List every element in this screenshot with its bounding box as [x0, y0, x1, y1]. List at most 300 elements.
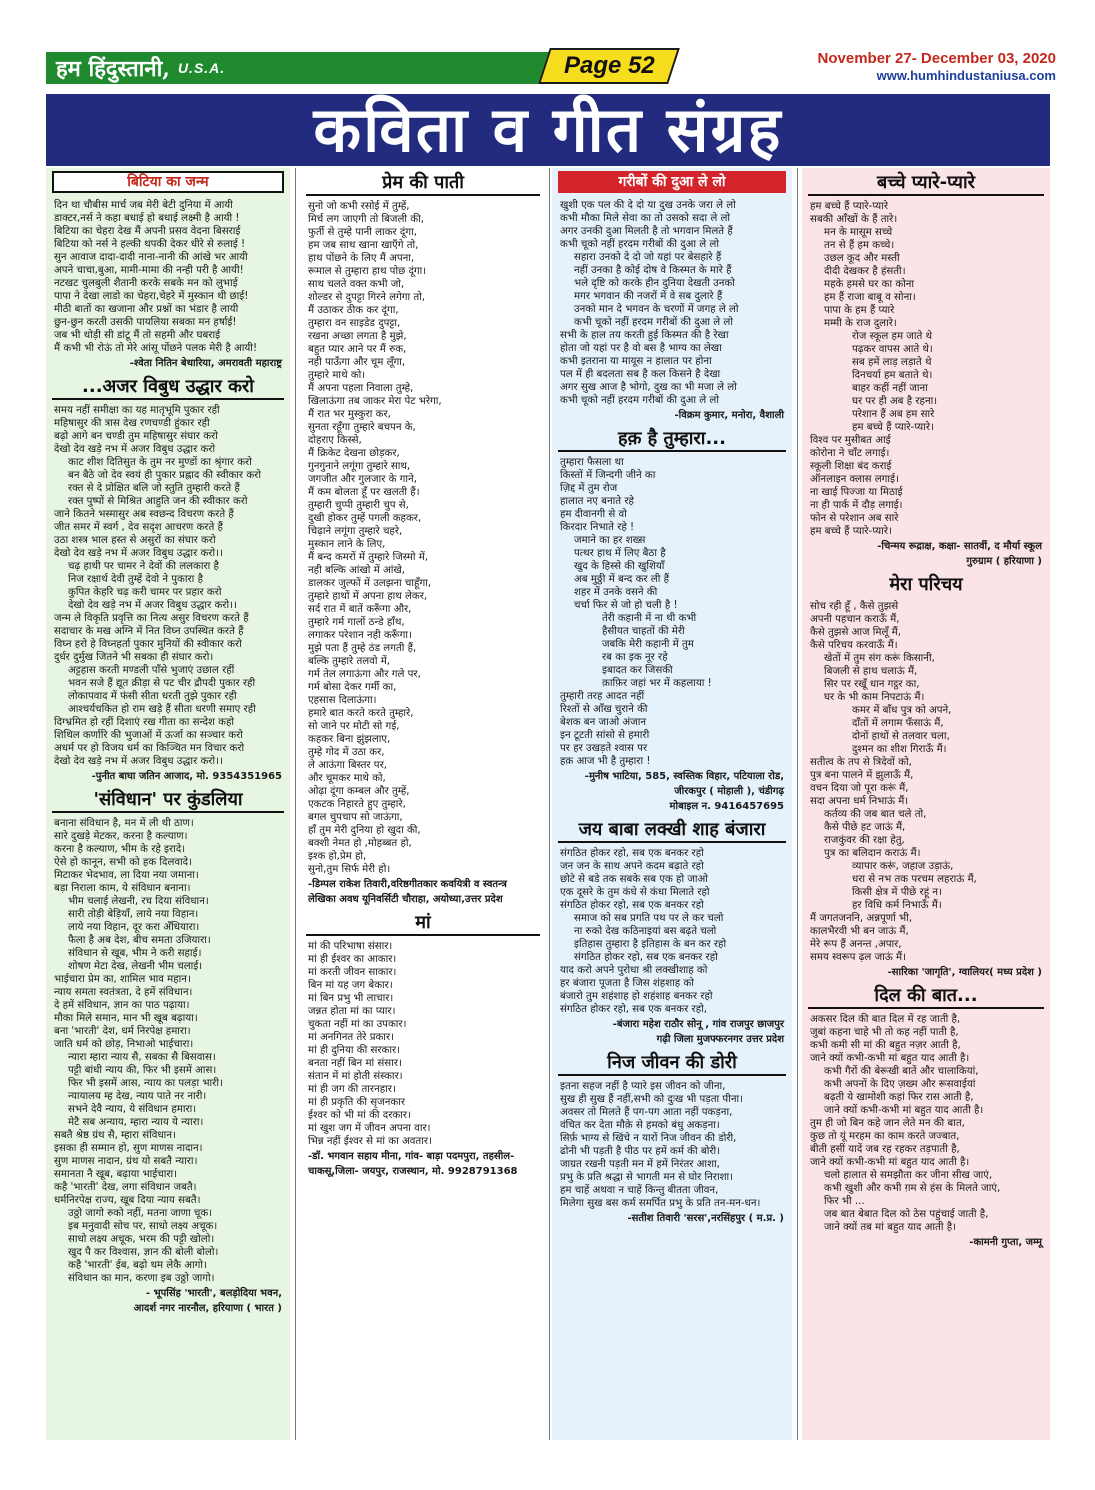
poem-line: तुम्हारे हाथों में अपना हाथ लेकर,	[308, 591, 428, 602]
poem-line: समय स्वरूप ढ़ल जाऊं मैं।	[810, 952, 906, 963]
poem-line: अकसर दिल की बात दिल में रह जाती है,	[810, 1014, 961, 1025]
poem-line: सभी के हाल तय करती हुई किस्मत की है रेखा	[560, 330, 729, 341]
poem-line: कभी मौका मिले सेवा का तो उसको सदा ले लो	[560, 213, 731, 224]
poem-line: ओढ़ा दूंगा कम्बल और तुम्हें,	[308, 786, 410, 797]
poem-line: ज़िद्द में तुम रोज	[560, 483, 618, 494]
poem-line: फुर्ती से तुम्हे पानी लाकर दूंगा,	[308, 227, 417, 238]
poem-line: इन टूटती सांसो से हमारी	[560, 730, 650, 741]
poem-line: हक़ आज भी है तुम्हारा !	[560, 756, 651, 767]
poem-line: संगठित होकर रहो, सब एक बनकर रहो,	[560, 1004, 707, 1015]
poem-line: मां अनगिनत तेरे प्रकार।	[308, 1032, 394, 1043]
poem-line: संविधान का मान, करणा इब उठ्ठो जागो।	[68, 1273, 215, 1284]
poem-line: उछल कूद और मस्ती	[824, 253, 900, 264]
poem-title: ...अजर विबुध उद्धार करो	[52, 376, 284, 400]
poem-line: रब का इक नूर रहे	[602, 652, 668, 663]
column-divider	[549, 168, 550, 1440]
poem-title: जय बाबा लक्खी शाह बंजारा	[558, 819, 786, 843]
poem-line: हर बंजारा पूजता है जिस शंहशाह को	[560, 978, 694, 989]
poem-line: उनको मान दे भगवन के चरणों में जगह ले लो	[574, 304, 739, 315]
poem-line: अपनी पहचान कराऊँ मैं,	[810, 614, 900, 625]
poem-title: बिटिया का जन्म	[52, 171, 284, 193]
poem-line: जन्म ले विकृति प्रवृत्ति का नित्य असुर विचरण करते हैं	[54, 613, 249, 624]
poem-line: जाने क्यों कभी-कभी मां बहुत याद आती है।	[824, 1105, 984, 1116]
poem-line: देखो देव खड़े नभ में अजर विबुध उद्धार करो।।	[68, 600, 237, 611]
poem-line: समय नहीं समीक्षा का यह मातृभूमि पुकार रही	[54, 405, 220, 416]
poem-line: घर के भी काम निपटाऊं मैं।	[824, 692, 925, 703]
poem-credit: गढ़ी जिला मुजफ्फरनगर उत्तर प्रदेश	[656, 1034, 784, 1045]
poem-line: जाति धर्म को छोड़, निभाओ भाईचारा।	[54, 1039, 194, 1050]
poem-line: संगठित होकर रहो, सब एक बनकर रहो	[560, 848, 704, 859]
poem-line: सोच रही हूँ , कैसे तुझसे	[810, 601, 899, 612]
poem-line: कभी चूको नहीं हरदम गरीबों की दुआ ले लो	[574, 317, 733, 328]
poem-line: मैं जगतजननि, अन्नपूर्णा भी,	[810, 913, 913, 924]
poem-line: सब हमें लाड़ लड़ाते थे	[852, 357, 932, 368]
poem-line: और चूमकर माथे को,	[308, 773, 386, 784]
poem-line: चढ़ हाथी पर चामर ने देवों की ललकारा है	[68, 561, 219, 572]
poem-line: अट्टहास करती मण्डली पाँसे भुजाएं उछाल रहीं	[68, 665, 235, 676]
poem-line: अवसर तो मिलते हैं पग-पग आता नहीं पकड़ना,	[560, 1107, 733, 1118]
poem-body	[560, 1080, 784, 1210]
poem-line: रूमाल से तुम्हारा हाथ पोछ दूंगा।	[308, 266, 427, 277]
poem-line: सारी तोड़ी बेड़ियाँ, लाये नया विहान।	[68, 909, 199, 920]
poem-line: मां ही जग की तारनहार।	[308, 1084, 396, 1095]
poem-body	[560, 456, 784, 768]
poem-title: निज जीवन की डोरी	[558, 1052, 786, 1076]
poem-line: कभी गैरों की बेरूखी बातें और चालाकियां,	[824, 1066, 979, 1077]
brand-name: हम हिंदुस्तानी,	[56, 56, 170, 82]
poem-credit: -सतीश तिवारी 'सरस',नरसिंहपुर ( म.प्र. )	[627, 1213, 784, 1224]
poem-line: हम दीवानगी से वो	[560, 509, 627, 520]
poem-line: नटखट चुलबुली शैतानी करके सबके मन को लुभाई	[54, 278, 238, 289]
poem-line: तुम्हारा फैसला था	[560, 457, 624, 468]
poem-line: मां ही दुनिया की सरकार।	[308, 1045, 400, 1056]
poem-line: बगल चुपचाप सो जाऊंगा,	[308, 812, 403, 823]
poem-line: तुम्हारी चुप्पी तुम्हारी चुप से,	[308, 500, 409, 511]
poem-line: पापा ने देखा लाडो का चेहरा,चेहरे में मुस्कान थी छाई!	[54, 291, 249, 302]
poem-line: रक्त पुष्पों से मिश्रित आहुति जन की स्वीकार करो	[68, 496, 248, 507]
poem-line: दोहराए किस्से,	[308, 435, 362, 446]
poem-line: न्यारा म्हारा न्याय सै, सबका सै बिसवास।	[68, 1052, 216, 1063]
poem-line: सुनो जो कभी रसोई में तुम्हें,	[308, 201, 410, 212]
poem-line: सुनता रहूँगा तुम्हारे बचपन के,	[308, 422, 416, 433]
poem-line: सबकी आँखों के हैं तारे।	[810, 214, 898, 225]
poem-line: ऐसे हो कानून, सभी को हक दिलवादे।	[54, 857, 192, 868]
poem-line: बना 'भारती' देश, धर्म निरपेक्ष हमारा।	[54, 1026, 191, 1037]
poem-line: आश्चर्यचकित हो राम खड़े हैं सीता धरणी समाए रही	[68, 704, 256, 715]
poem-line: कहै 'भारती' ईब, बढ़ो थम लेकै आगो।	[68, 1260, 207, 1271]
poem-line: मैं कभी भी रोऊं तो मेरे आंसू पोंछने पलक मेरी है आयी!	[54, 343, 258, 354]
poem-line: जाने क्यों कभी-कभी मां बहुत याद आती है।	[810, 1053, 970, 1064]
poem-line: पल में ही बदलता सब है कल किसने है देखा	[560, 369, 721, 380]
poem-body	[810, 600, 1042, 964]
poem-line: फिर भी इसमें आस, न्याय का पलड़ा भारी।	[68, 1078, 223, 1089]
poem-line: मां खुश जग में जीवन अपना वार।	[308, 1123, 431, 1134]
poem-line: ईश्वर को भी मां की दरकार।	[308, 1110, 411, 1121]
poem-line: बंजारो तुम शहंशाह हो शहंशाह बनकर रहो	[560, 991, 713, 1002]
poem-line: कैसे परिचय करवाऊँ मैं।	[810, 640, 898, 651]
poem-line: संतान में मां होती संस्कार।	[308, 1071, 403, 1082]
poem-line: दे हमें संविधान, ज्ञान का पाठ पढ़ाया।	[54, 1000, 190, 1011]
poem-line: बनाना संविधान है, मन में ली थी ठाण।	[54, 818, 194, 829]
section-banner	[46, 94, 1050, 166]
poem-title: प्रेम की पाती	[306, 172, 540, 196]
poem-line: जाने कितने भस्मासुर अब स्वछन्द विचरण करते हैं	[54, 509, 234, 520]
poem-line: विघ्न हरो हे विघ्नहर्ता पुकार मुनियों की स्वीकार करो	[54, 639, 242, 650]
poem-line: सतीत्व के तप से त्रिदेवों को,	[810, 757, 912, 768]
poem-line: उठ्ठो जागो रुको नहीं, मतना जाणा चूक।	[68, 1208, 213, 1219]
poem-line: पढ़कर वापस आते थे।	[852, 344, 933, 355]
poem-line: पट्टी बांधी न्याय की, फिर भी इसमें आस।	[68, 1065, 217, 1076]
poem-line: तुम्हारा वन साइडेड दुपट्टा,	[308, 318, 401, 329]
poem-line: हम बच्चे हैं प्यारे-प्यारे।	[810, 526, 892, 537]
poem-line: ना ही पार्क में दौड़ लगाई।	[810, 500, 903, 511]
poem-line: मुस्कान लाने के लिए,	[308, 539, 386, 550]
poem-line: जाग्रत रखनी पड़ती मन में हमें निरंतर आशा,	[560, 1159, 720, 1170]
poem-line: कभी अपनों के दिए ज़ख्म और रूसवाईयां	[824, 1079, 976, 1090]
poem-line: हाँ तुम मेरी दुनिया हो खुदा की,	[308, 825, 421, 836]
poem-line: कमर में बाँध पुत्र को अपने,	[852, 705, 952, 716]
poem-line: न्याय समता स्वतंत्रता, दे हमें संविधान।	[54, 987, 193, 998]
website-link[interactable]: www.humhindustaniusa.com	[876, 68, 1056, 83]
poem-line: मैं रात भर मुस्कुरा कर,	[308, 409, 391, 420]
poem-line: बढ़ो आगे बन चण्डी तुम महिषासुर संघार करो	[54, 431, 218, 442]
poem-line: सो जाने पर मोटी सो गई,	[308, 721, 400, 732]
poem-line: जबकि मेरी कहानी में तुम	[602, 639, 694, 650]
poem-line: सदाचार के मख अग्नि में नित विघ्न उपस्थित करते हैं	[54, 626, 244, 637]
poem-line: मिटाकर भेदभाव, ला दिया नया जमाना।	[54, 870, 199, 881]
poem-line: भाईचारा प्रेम का, शामिल भाव महान।	[54, 974, 191, 985]
poem-line: किरदार निभाते रहे !	[560, 522, 635, 533]
poem-line: कभी चूको नहीं हरदम गरीबों की दुआ ले लो	[560, 395, 719, 406]
poem-line: बड़ा निराला काम, ये संविधान बनाना।	[54, 883, 191, 894]
poem-line: होता जो यहां पर है वो बस है भाग्य का लेखा	[560, 343, 722, 354]
poem-line: रोज स्कूल हम जाते थे	[852, 331, 933, 342]
poem-line: स्कूली शिक्षा बंद कराई	[810, 461, 892, 472]
poem-title: दिल की बात...	[808, 985, 1044, 1009]
poem-line: इबादत कर जिसकी	[602, 665, 673, 676]
poem-line: न्यायालय म्ह देख, न्याय पाते नर नारी।	[68, 1091, 207, 1102]
poem-line: कहै 'भारती' देख, लगा संविधान जबतै।	[54, 1182, 197, 1193]
poem-line: हम हैं राजा बाबू व सोना।	[824, 292, 916, 303]
poem-line: दुखी होकर तुम्हें पगली कहकर,	[308, 513, 422, 524]
poem-title: बच्चे प्यारे-प्यारे	[808, 172, 1044, 196]
poem-line: शोषण मेटा देख, लेखनी भीम चलाई।	[68, 961, 203, 972]
poem-body	[560, 847, 784, 1016]
poem-line: लोकापवाद में फंसी सीता धरती तुझे पुकार रही	[68, 691, 237, 702]
poem-line: एक दूसरे के तुम कंधे से कंधा मिलाते रहो	[560, 887, 710, 898]
poem-line: मन के मासूम सच्चे	[824, 227, 893, 238]
poem-line: मां ही ईश्वर का आकार।	[308, 954, 397, 965]
poem-line: एकटक निहारते हुए तुम्हारे,	[308, 799, 406, 810]
poem-line: तुम्हारे माथे को।	[308, 370, 366, 381]
poem-body	[560, 199, 784, 407]
poem-line: खुशी एक पल की दे दो या दुख उनके जरा ले लो	[560, 200, 736, 211]
poem-line: हैसीयत चाहतों की मेरी	[602, 626, 685, 637]
poem-body	[54, 404, 282, 768]
poem-line: कभी खुशी और कभी ग़म से हंस के मिलते जाएं,	[824, 1183, 1001, 1194]
poem-line: नही बल्कि आंखो में आंखे,	[308, 565, 405, 576]
poem-line: घर पर ही अब है रहना।	[852, 396, 938, 407]
poem-credit: - भूपसिंह 'भारती', बलड़ोदिया भवन,	[145, 1288, 282, 1299]
poem-line: सभने देवै न्याय, ये संविधान हमारा।	[68, 1104, 197, 1115]
poem-title: 'संविधान' पर कुंडलिया	[52, 789, 284, 813]
poem-line: सारे दुखड़े मेटकर, करना है कल्याण।	[54, 831, 188, 842]
poem-line: उठा शस्त्र भाल हस्त से असुरों का संघार करो	[54, 535, 216, 546]
poem-line: लाये नया विहान, दूर करा अँधियारा।	[68, 922, 200, 933]
poem-line: खुद पै कर विश्वास, ज्ञान की बोली बोलो।	[68, 1247, 219, 1258]
poem-line: महके हमसे घर का कोना	[824, 279, 915, 290]
poem-line: मेटै सब अन्याय, म्हारा न्याय ये न्यारा।	[68, 1117, 204, 1128]
poem-line: सर्द रात में बातें करूँगा और,	[308, 604, 412, 615]
poem-title: मेरा परिचय	[889, 574, 963, 595]
poem-line: कैसे तुझसे आज मिलूँ मैं,	[810, 627, 901, 638]
poem-credit: -कामनी गुप्ता, जम्मू	[969, 1237, 1042, 1248]
poem-line: चिढ़ाने लगूंगा तुम्हारे चहरे,	[308, 526, 403, 537]
poem-line: हम बच्चे हैं प्यारे-प्यारे	[810, 201, 888, 212]
poem-line: निज रक्षार्थ देवी तुम्हें देवो ने पुकारा है	[68, 574, 203, 585]
poem-line: सुन आवाज दादा-दादी नाना-नानी की आंखे भर आयी	[54, 252, 248, 263]
poem-line: बाहर कहीं नहीं जाना	[852, 383, 928, 394]
poem-line: तुम्हारी तरह आदत नहीं	[560, 691, 645, 702]
poem-line: बिजली से हाथ चलाऊं मैं,	[824, 666, 918, 677]
poem-line: पर हर उखड़ते श्वास पर	[560, 743, 648, 754]
poem-line: बिटिया को नर्स ने हल्की थपकी देकर धीरे से रुलाई !	[54, 239, 246, 250]
poem-line: अब मुठ्ठी में बन्द कर ली हैं	[574, 574, 669, 585]
poem-line: पापा के हम हैं प्यारे	[824, 305, 895, 316]
page-number-tag	[538, 48, 680, 84]
poem-credit: आदर्श नगर नारनौल, हरियाणा ( भारत )	[133, 1303, 282, 1314]
poem-line: इतिहास तुम्हारा है इतिहास के बन कर रहो	[574, 939, 727, 950]
poem-line: समाज को सब प्रगति पथ पर ले कर चलो	[574, 913, 724, 924]
poem-line: मीठी बातों का खजाना और प्रश्नों का भंडार है लायी	[54, 304, 239, 315]
poem-line: वचन दिया जो पूरा करूं मैं,	[810, 783, 909, 794]
poem-line: मैं बन्द कमरों में तुम्हारे जिस्मो में,	[308, 552, 429, 563]
poem-line: अधर्म पर हो विजय धर्म का किञ्चित मन विचार करो	[54, 743, 245, 754]
poem-line: पुत्र का बलिदान कराऊं मैं।	[824, 848, 921, 859]
column-divider	[797, 168, 798, 1440]
poem-line: प्रभु के प्रति श्रद्धा से भागती मन से घोर निराशा।	[560, 1172, 734, 1183]
poem-line: नही पाऊँगा और चूम लूँगा,	[308, 357, 406, 368]
poem-line: पुत्र बना पालने में झुलाऊँ मैं,	[810, 770, 914, 781]
poem-line: कैसे पीछे हट जाऊं मैं,	[824, 822, 906, 833]
poem-line: साथ चलते वक्त कभी जो,	[308, 279, 405, 290]
poem-line: चर्चा फिर से जो हो चली है !	[574, 600, 678, 611]
poem-line: हम चाहें अथवा न चाहें किन्तु बीतता जीवन,	[560, 1185, 719, 1196]
poem-line: दुर्धर दुर्मुख जितने भी सबका ही संघार करो।	[54, 652, 214, 663]
poem-line: सदा अपना धर्म निभाऊं मैं।	[810, 796, 909, 807]
masthead	[46, 48, 1056, 88]
poem-line: कुपित केहरि चढ़ करी चामर पर प्रहार करो	[68, 587, 222, 598]
poem-line: मां करती जीवन साकार।	[308, 967, 397, 978]
poem-line: बिटिया का चेहरा देख मैं अपनी प्रसव वेदना बिसराई	[54, 226, 241, 237]
poem-line: याद करो अपने पुरोधा श्री लक्खीशाह को	[560, 965, 708, 976]
poem-line: गुनगुनाने लगूंगा तुम्हारे साथ,	[308, 461, 411, 472]
poem-line: कभी इतराना या मायूस न हालात पर होना	[560, 356, 712, 367]
poem-line: विश्व पर मुसीबत आई	[810, 435, 891, 446]
poem-line: मिलेगा सुख बस कर्म समर्पित प्रभु के प्रति तन-मन-धन।	[560, 1198, 761, 1209]
poem-line: हाथ पोंछने के लिए मैं अपना,	[308, 253, 415, 264]
column-2	[300, 168, 546, 1440]
poem-line: बढ़ती ये खामोशी कहां फिर रास आती है,	[824, 1092, 974, 1103]
poem-line: देखो देव खड़े नभ में अजर विबुध उद्धार करो।।	[54, 756, 223, 767]
poem-line: दाँतों में लगाम फँसाऊं मैं,	[852, 718, 944, 729]
poem-line: जब भी थोड़ी सी डांटू मैं तो सहमी और घबराई	[54, 330, 221, 341]
poem-line: करना है कल्याण, भीम के रहे इरादे।	[54, 844, 186, 855]
poem-credit: -डिम्पल राकेश तिवारी,वरिष्ठगीतकार कवयित्री व स्वतन्त्र	[308, 879, 507, 890]
poem-line: गर्म तेल लगाऊंगा और गले पर,	[308, 669, 421, 680]
poem-body	[54, 199, 282, 355]
poem-line: हालात नए बनाते रहे	[560, 496, 634, 507]
poem-line: तन से हैं हम कच्चे।	[824, 240, 895, 251]
poem-line: मैं अपना पहला निवाला तुम्हे,	[308, 383, 414, 394]
poem-line: लगाकर परेशान नही करूँगा।	[308, 630, 412, 641]
poem-line: परेशान हैं अब हम सारे	[852, 409, 935, 420]
column-4	[802, 168, 1050, 1440]
poem-line: ना रुको देख कठिनाइयां बस बढ़ते चलो	[574, 926, 717, 937]
poem-line: मैं कम बोलता हूँ पर खलती हैं।	[308, 487, 420, 498]
poem-line: दीदी देखकर है हंसती।	[824, 266, 906, 277]
poem-line: मगर भगवान की नजरों में वे सब दुलारे हैं	[574, 291, 723, 302]
poem-line: रक्त से दे प्रोक्षित बलि जो स्तुति तुम्हारी करते हैं	[68, 483, 240, 494]
section-title: कविता व गीत संग्रह	[313, 93, 783, 166]
poem-credit: -पुनीत बाघा जतिन आजाद, मो. 9354351965	[91, 771, 282, 782]
poem-line: मां ही प्रकृति की सृजनकार	[308, 1097, 405, 1108]
poem-line: समानता नै खूब, बढ़ाया भाईचारा।	[54, 1169, 178, 1180]
poem-line: फोन से परेशान अब सारे	[810, 513, 899, 524]
poem-line: कालभैरवी भी बन जाऊं मैं,	[810, 926, 909, 937]
poem-line: कभी चूको नहीं हरदम गरीबों की दुआ ले लो	[560, 239, 719, 250]
poem-line: तुम्हे गोद में उठा कर,	[308, 747, 385, 758]
poem-line: देखो देव खड़े नभ में अजर विबुध उद्धार करो	[54, 444, 216, 455]
poem-line: दुश्मन का शीश गिराऊँ मैं।	[852, 744, 947, 755]
poem-line: जन्नत होता मां का प्यार।	[308, 1006, 396, 1017]
poem-line: भिन्न नहीं ईश्वर से मां का अवतार।	[308, 1136, 432, 1147]
poem-line: इतना सहज नहीं है प्यारे इस जीवन को जीना,	[560, 1081, 726, 1092]
poem-line: बनता नहीं बिन मां संसार।	[308, 1058, 402, 1069]
column-1	[46, 168, 290, 1440]
poem-line: कुछ तो यूं मरहम का काम करते जज्बात,	[810, 1131, 960, 1142]
poem-line: जाने क्यों तब मां बहुत याद आती है।	[824, 1222, 956, 1233]
poem-credit: -विक्रम कुमार, मनोरा, वैशाली	[674, 410, 784, 421]
poem-line: दिन था चौबीस मार्च जब मेरी बेटी दुनिया में आयी	[54, 200, 233, 211]
poem-line: खुद के हिस्से की खुशियाँ	[574, 561, 665, 572]
poem-line: काट शीश दितिसुत के तुम नर मुण्डों का श्रृंगार करो	[68, 457, 252, 468]
poem-line: धरा से नभ तक परचम लहराऊं मैं,	[852, 874, 977, 885]
poem-credit: -श्वेता नितिन बेथारिया, अमरावती महाराष्ट्र	[129, 358, 282, 369]
poem-line: कर्तव्य की जब बात चले तो,	[824, 809, 927, 820]
brand-bar	[46, 52, 566, 84]
poem-title: हक़ है तुम्हारा...	[558, 428, 786, 452]
poem-line: किसी क्षेत्र में पीछे रहूं न।	[852, 887, 942, 898]
poem-line: जन जन के साथ अपने कदम बढ़ाते रहो	[560, 861, 704, 872]
poem-line: छुन-छुन करती उसकी पायलिया सबका मन हर्षाई!	[54, 317, 237, 328]
poem-body	[810, 200, 1042, 538]
poem-credit: -डॉ. भगवान सहाय मीना, गांव- बाड़ा पदमपुरा, तहसील-	[308, 1151, 515, 1162]
poem-line: पत्थर हाथ में लिए बैठा है	[574, 548, 666, 559]
poem-line: खिलाऊंगा तब जाकर मेरा पेट भरेगा,	[308, 396, 442, 407]
poem-line: ना खाई पिज्जा या मिठाई	[810, 487, 903, 498]
poem-credit: मोबाइल न. 9416457695	[669, 801, 784, 812]
poem-line: शिथिल कर्णारि की भुजाओं में ऊर्जा का सञ्चार करो	[54, 730, 243, 741]
poem-line: ले आऊंगा बिस्तर पर,	[308, 760, 387, 771]
poem-line: मैं उठाकर ठीक कर दूंगा,	[308, 305, 399, 316]
poem-body	[308, 940, 538, 1148]
poem-line: सबतै श्रेष्ठ ग्रंथ सै, म्हारा संविधान।	[54, 1130, 176, 1141]
poem-line: हम बच्चे हैं प्यारे-प्यारे।	[852, 422, 934, 433]
poem-line: जाने क्यों कभी-कभी मां बहुत याद आती है।	[810, 1157, 970, 1168]
poem-line: बल्कि तुम्हारे तलवो में,	[308, 656, 391, 667]
poem-line: संगठित होकर रहो, सब एक बनकर रहो	[574, 952, 718, 963]
poem-line: जब बात बेबात दिल को ठेस पहुंचाई जाती है,	[824, 1209, 989, 1220]
poem-line: मुझे पता हैं तुम्हे ठंड लगती हैं,	[308, 643, 417, 654]
poem-line: अगर सुख आज है भोगो, दुख का भी मजा ले लो	[560, 382, 737, 393]
poem-line: मम्मी के राज दुलारे।	[824, 318, 897, 329]
poem-line: खेतों में तुम संग करूं किसानी,	[824, 653, 935, 664]
poem-line: वंचित कर देता मौक़े से हमको बंधु अकड़ना।	[560, 1120, 720, 1131]
poem-line: तुम्हारे गर्म गालों ठन्डे हाँथ,	[308, 617, 405, 628]
poem-line: बीती हसीं यादें जब रह रहकर तड़पाती है,	[810, 1144, 960, 1155]
poem-line: महिषासुर की त्रास देख रणचण्डी हुंकार रही	[54, 418, 210, 429]
poem-line: भीम चलाई लेखनी, रच दिया संविधान।	[68, 896, 209, 907]
poem-line: तुम ही जो बिन कहे जान लेते मन की बात,	[810, 1118, 965, 1129]
poem-credit: लेखिका अवध यूनिवर्सिटी चौराहा, अयोध्या,उत्तर प्रदेश	[308, 894, 503, 905]
poem-line: जमाने का हर शख्स	[574, 535, 646, 546]
poem-line: संगठित होकर रहो, सब एक बनकर रहो	[560, 900, 704, 911]
poem-line: क़ाफ़िर जहां भर में कहलाया !	[602, 678, 712, 689]
poem-line: दिग्भ्रमित हो रहीं दिशाएं रख गीता का सन्देश कहो	[54, 717, 235, 728]
poem-line: मिर्च लग जाएगी तो बिजली की,	[308, 214, 424, 225]
poem-line: मैं क्रिकेट देखना छोड़कर,	[308, 448, 400, 459]
poem-line: मां की परिभाषा संसार।	[308, 941, 393, 952]
poem-line: मां बिन प्रभु भी लाचार।	[308, 993, 394, 1004]
poem-line: इसका ही सम्मान हो, सुण माणस नादान।	[54, 1143, 203, 1154]
poem-line: कभी कमी सी मां की बहुत नज़र आती है,	[810, 1040, 961, 1051]
column-divider	[295, 168, 296, 1440]
poem-credit: -बंजारा महेश राठौर सोनू , गांव राजपुर छाजपुर	[612, 1019, 784, 1030]
poem-line: राजकुंवर की रक्षा हेतु,	[824, 835, 905, 846]
poem-line: सिर पर रखूँ धान गट्ठर का,	[824, 679, 920, 690]
poem-line: दोनों हाथों से तलवार चला,	[852, 731, 950, 742]
poem-line: भवन सजे हैं द्यूत क्रीड़ा से पट चीर द्रौपदी पुकार रही	[68, 678, 256, 689]
poem-line: इश्क हो,प्रेम हो,	[308, 851, 367, 862]
poem-body	[54, 817, 282, 1285]
poem-line: हर विधि कर्म निभाऊँ मैं।	[852, 900, 942, 911]
poem-line: जीत समर में स्वर्ग , देव सदृश आचरण करते हैं	[54, 522, 223, 533]
poem-line: चुकता नहीं मां का उपकार।	[308, 1019, 407, 1030]
poem-line: कहकर बिना झुंझलाए,	[308, 734, 391, 745]
poem-title: मां	[306, 912, 540, 936]
poem-line: अपने चाचा,बुआ, मामी-मामा की नन्ही परी है आयी!	[54, 265, 244, 276]
poem-line: अगर उनकी दुआ मिलती है तो भगवान मिलते हैं	[560, 226, 733, 237]
issue-date: November 27- December 03, 2020	[817, 50, 1056, 67]
poem-line: सहारा उनको दे दो जो यहां पर बेसहारे हैं	[574, 252, 722, 263]
poem-line: ऑनलाइन क्लास लगाई।	[810, 474, 899, 485]
poem-line: डालकर जुल्फों में उलझना चाहूँगा,	[308, 578, 432, 589]
poem-line: रखना अच्छा लगता है मुझे,	[308, 331, 407, 342]
poem-credit: -सारिका 'जागृति', ग्वालियर( मध्य प्रदेश )	[887, 967, 1042, 978]
poem-line: भले दृष्टि को करके हीन दुनिया देखती उनको	[574, 278, 735, 289]
poem-line: संविधान से खूब, भीम ने करी सहाई।	[68, 948, 202, 959]
poem-line: जुबां कहना चाहे भी तो कह नहीं पाती है,	[810, 1027, 959, 1038]
poem-body	[810, 1013, 1042, 1234]
poem-line: मेरे रूप हैं अनन्त ,अपार,	[810, 939, 902, 950]
poem-line: तेरी कहानी में ना थी कभी	[602, 613, 697, 624]
poem-credit: -चिन्मय रूद्राक्ष, कक्षा- सातवीं, द मौर्या स्कूल	[877, 541, 1042, 552]
poem-line: शहर में उनके वसने की	[574, 587, 658, 598]
poem-title: गरीबों की दुआ ले लो	[558, 171, 786, 193]
poem-credit: जीरकपुर ( मोहाली ), चंडीगढ़	[674, 786, 784, 797]
poem-line: रिश्तों से आँख चुराने की	[560, 704, 648, 715]
